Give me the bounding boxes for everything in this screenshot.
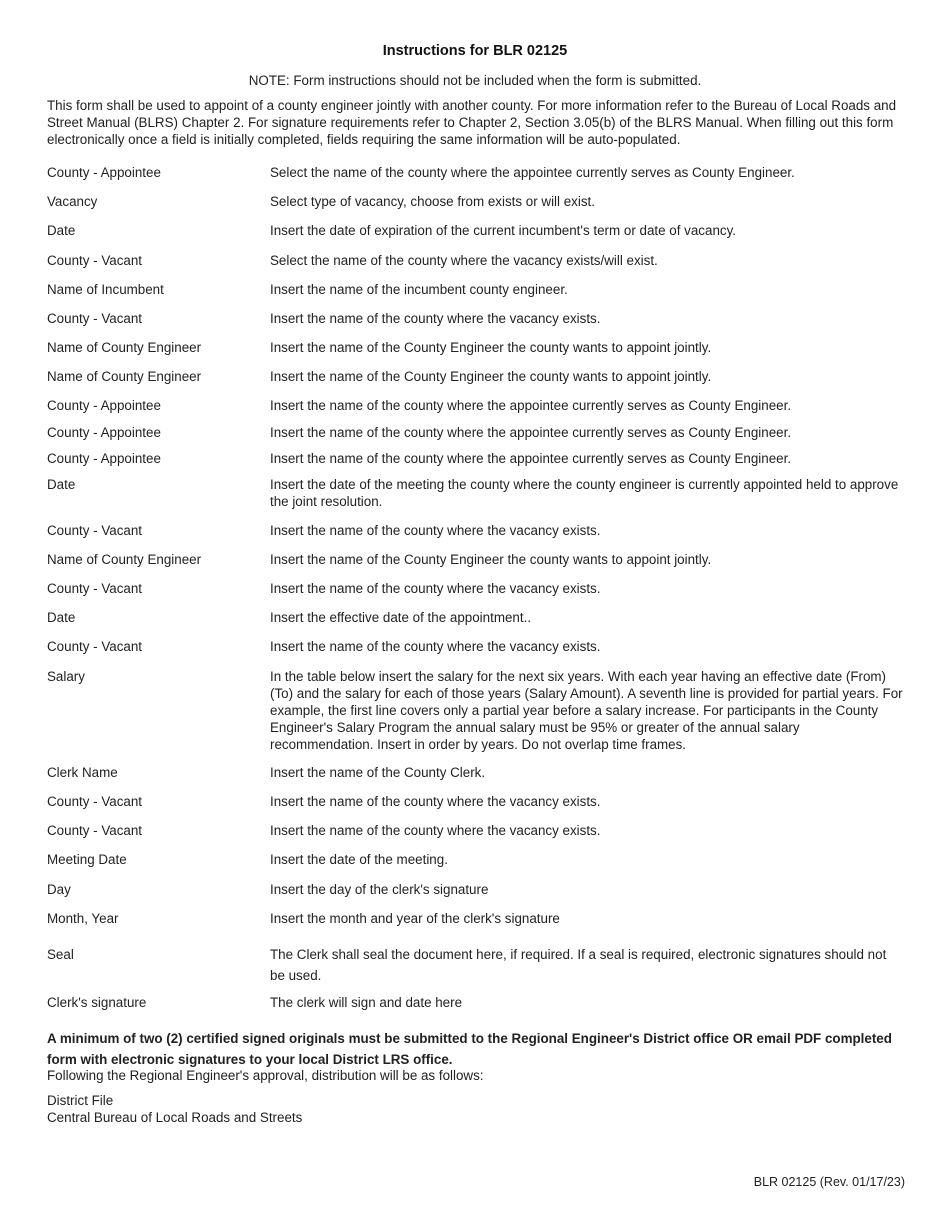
list-item bbox=[47, 397, 903, 424]
field-label: Name of County Engineer bbox=[47, 369, 202, 384]
field-label: County - Vacant bbox=[47, 823, 143, 838]
distribution-intro: Following the Regional Engineer's approval, distribution will be as follows: bbox=[47, 1068, 484, 1083]
list-item bbox=[47, 476, 903, 522]
list-item bbox=[47, 668, 903, 764]
list-item bbox=[47, 580, 903, 609]
field-label: Date bbox=[47, 223, 76, 238]
list-item bbox=[47, 551, 903, 580]
list-item bbox=[47, 252, 903, 281]
list-item bbox=[47, 793, 903, 822]
field-description: Select the name of the county where the vacancy exists/will exist. bbox=[270, 253, 658, 268]
field-label: Date bbox=[47, 477, 76, 492]
list-item bbox=[47, 310, 903, 339]
field-description: Insert the name of the incumbent county engineer. bbox=[270, 282, 568, 297]
field-description: Insert the name of the county where the vacancy exists. bbox=[270, 794, 601, 809]
field-label: County - Appointee bbox=[47, 425, 161, 440]
field-label: Day bbox=[47, 882, 71, 897]
field-description: The Clerk shall seal the document here, if required. If a seal is required, electronic signatures should not be used. bbox=[270, 947, 887, 983]
form-number: BLR 02125 (Rev. 01/17/23) bbox=[753, 1175, 905, 1189]
field-description: Insert the name of the county where the vacancy exists. bbox=[270, 311, 601, 326]
list-item bbox=[47, 450, 903, 476]
field-description: Insert the name of the County Engineer the county wants to appoint jointly. bbox=[270, 340, 712, 355]
field-description: Insert the name of the county where the appointee currently serves as County Engineer. bbox=[270, 425, 792, 440]
list-item bbox=[47, 424, 903, 450]
list-item bbox=[47, 822, 903, 851]
field-description: Insert the day of the clerk's signature bbox=[270, 882, 489, 897]
field-description: Insert the date of the meeting the county where the county engineer is currently appointed held to approve the joint resolution. bbox=[270, 477, 899, 509]
list-item bbox=[47, 910, 903, 944]
field-label: Month, Year bbox=[47, 911, 119, 926]
field-description: Insert the name of the county where the appointee currently serves as County Engineer. bbox=[270, 398, 792, 413]
field-label: Name of Incumbent bbox=[47, 282, 164, 297]
field-label: Salary bbox=[47, 669, 85, 684]
field-description: Insert the date of the meeting. bbox=[270, 852, 448, 867]
field-description: Insert the name of the County Engineer the county wants to appoint jointly. bbox=[270, 552, 712, 567]
field-description: Insert the name of the county where the vacancy exists. bbox=[270, 639, 601, 654]
field-description: Insert the month and year of the clerk's signature bbox=[270, 911, 560, 926]
page-title: Instructions for BLR 02125 bbox=[382, 43, 568, 59]
submission-requirement: A minimum of two (2) certified signed originals must be submitted to the Regional Engineer's District office OR email PDF completed form with electronic signatures to your local District LRS office. bbox=[47, 1031, 892, 1067]
field-label: County - Vacant bbox=[47, 253, 143, 268]
field-description: Insert the name of the county where the vacancy exists. bbox=[270, 823, 601, 838]
field-description: Insert the effective date of the appointment.. bbox=[270, 610, 532, 625]
field-label: Seal bbox=[47, 947, 74, 962]
field-label: County - Appointee bbox=[47, 165, 161, 180]
field-description: Insert the name of the county where the vacancy exists. bbox=[270, 581, 601, 596]
list-item bbox=[47, 522, 903, 551]
field-description: Insert the name of the County Clerk. bbox=[270, 765, 486, 780]
field-description: Insert the name of the county where the appointee currently serves as County Engineer. bbox=[270, 451, 792, 466]
distribution-list bbox=[47, 1092, 903, 1126]
field-label: Meeting Date bbox=[47, 852, 127, 867]
list-item bbox=[47, 851, 903, 881]
field-label: Clerk Name bbox=[47, 765, 118, 780]
list-item bbox=[47, 368, 903, 397]
field-description: Insert the name of the County Engineer the county wants to appoint jointly. bbox=[270, 369, 712, 384]
field-label: County - Appointee bbox=[47, 398, 161, 413]
list-item bbox=[47, 764, 903, 793]
list-item bbox=[47, 881, 903, 910]
field-description: In the table below insert the salary for the next six years. With each year having an effective date (From)(To) and the salary for each of those years (Salary Amount). A seventh line is provided for partial years. For example, the first line covers only a partial year before a salary increase. For participants in the County Engineer's Salary Program the annual salary must be 95% or greater of the annual salary recommendation. Insert in order by years. Do not overlap time frames. bbox=[270, 669, 903, 752]
field-description: Select type of vacancy, choose from exists or will exist. bbox=[270, 194, 595, 209]
field-label: Clerk's signature bbox=[47, 995, 147, 1010]
field-label: Name of County Engineer bbox=[47, 552, 202, 567]
list-item bbox=[47, 222, 903, 252]
field-description: Select the name of the county where the appointee currently serves as County Engineer. bbox=[270, 165, 795, 180]
field-label: Vacancy bbox=[47, 194, 98, 209]
list-item bbox=[47, 944, 903, 994]
field-label: County - Appointee bbox=[47, 451, 161, 466]
field-label: County - Vacant bbox=[47, 639, 143, 654]
list-item: Central Bureau of Local Roads and Streets bbox=[47, 1110, 303, 1125]
field-instructions-list bbox=[47, 164, 903, 1018]
field-description: The clerk will sign and date here bbox=[270, 995, 463, 1010]
field-description: Insert the date of expiration of the current incumbent's term or date of vacancy. bbox=[270, 223, 737, 238]
submission-note: NOTE: Form instructions should not be included when the form is submitted. bbox=[248, 73, 702, 88]
field-label: County - Vacant bbox=[47, 581, 143, 596]
list-item bbox=[47, 339, 903, 368]
list-item bbox=[47, 281, 903, 310]
field-label: Date bbox=[47, 610, 76, 625]
field-label: County - Vacant bbox=[47, 311, 143, 326]
list-item bbox=[47, 638, 903, 668]
list-item bbox=[47, 164, 903, 193]
field-label: County - Vacant bbox=[47, 794, 143, 809]
list-item bbox=[47, 994, 903, 1018]
field-label: Name of County Engineer bbox=[47, 340, 202, 355]
list-item bbox=[47, 609, 903, 638]
list-item bbox=[47, 193, 903, 222]
list-item: District File bbox=[47, 1093, 114, 1108]
field-label: County - Vacant bbox=[47, 523, 143, 538]
field-description: Insert the name of the county where the vacancy exists. bbox=[270, 523, 601, 538]
intro-paragraph: This form shall be used to appoint of a county engineer jointly with another county. For more information refer to the Bureau of Local Roads and Street Manual (BLRS) Chapter 2. For signature requirements refer to Chapter 2, Section 3.05(b) of the BLRS Manual. When filling out this form electronically once a field is initially completed, fields requiring the same information will be auto-populated. bbox=[47, 98, 897, 147]
